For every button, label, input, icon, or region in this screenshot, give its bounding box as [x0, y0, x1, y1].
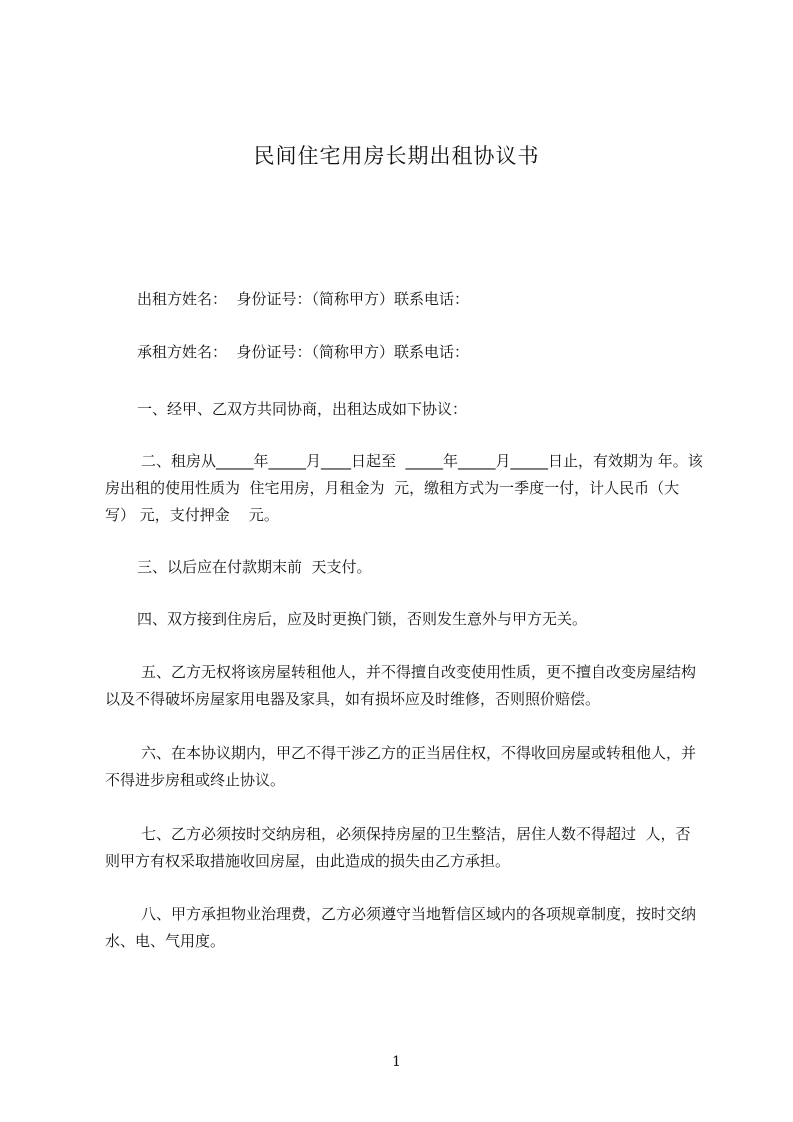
- clause-3: 三、以后应在付款期末前 天支付。: [137, 558, 372, 576]
- clause-6: 六、在本协议期内，甲乙不得干涉乙方的正当居住权，不得收回房屋或转租他人，并不得进步房租或终止协议。: [105, 744, 697, 789]
- document-title: 民间住宅用房长期出租协议书: [253, 144, 540, 168]
- lessee-info-line: 承租方姓名： 身份证号：（简称甲方）联系电话：: [137, 343, 470, 361]
- clause-1: 一、经甲、乙双方共同协商，出租达成如下协议：: [137, 400, 468, 418]
- clause-5: 五、乙方无权将该房屋转租他人，并不得擅自改变使用性质，更不擅自改变房屋结构以及不得破坏房屋家用电器及家具，如有损坏应及时维修，否则照价赔偿。: [105, 663, 697, 708]
- clause-8: 八、甲方承担物业治理费，乙方必须遵守当地暂信区域内的各项规章制度，按时交纳水、电、气用度。: [105, 905, 697, 950]
- clause-7: 七、乙方必须按时交纳房租，必须保持房屋的卫生整洁，居住人数不得超过 人，否则甲方有权采取措施收回房屋，由此造成的损失由乙方承担。: [105, 825, 691, 870]
- lessor-info-line: 出租方姓名： 身份证号：（简称甲方）联系电话：: [137, 290, 470, 308]
- page-number: 1: [392, 1054, 401, 1070]
- clause-2: 二、租房从_____年_____月____日起至 _____年_____月_____日止，有效期为 年。该房出租的使用性质为 住宅用房，月租金为 元，缴租方式为一季度一付，计人民币（大写） 元，支付押金 元。: [105, 452, 703, 524]
- clause-4: 四、双方接到住房后，应及时更换门锁，否则发生意外与甲方无关。: [137, 610, 588, 628]
